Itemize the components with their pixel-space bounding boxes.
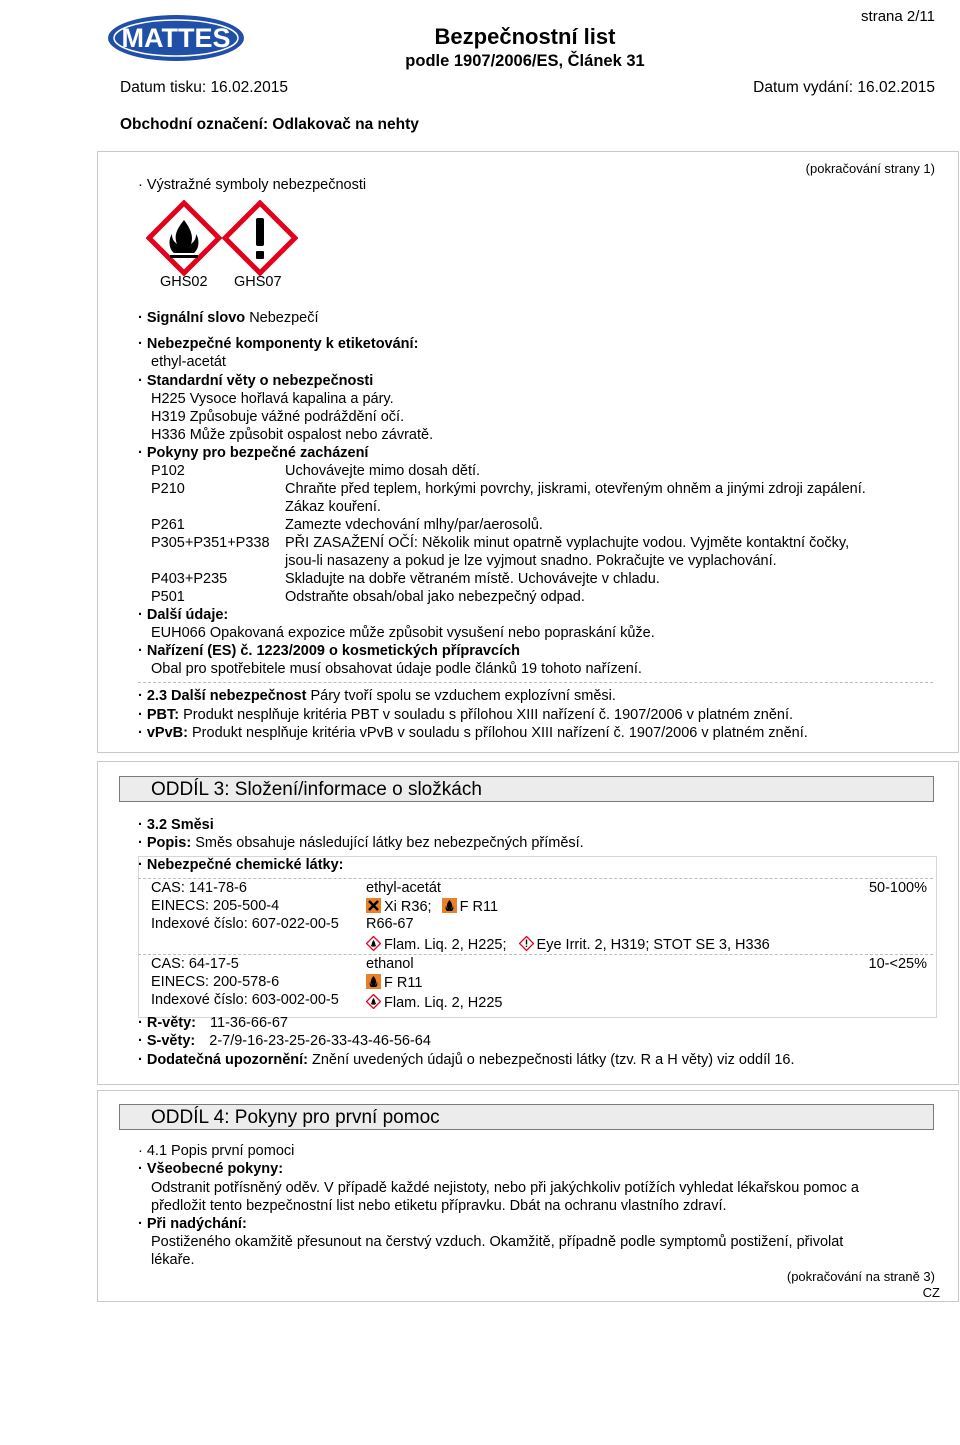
inhalation-label: · Při nadýchání: (138, 1216, 247, 1232)
pbt-label: · PBT: (138, 707, 180, 723)
first-aid-subheading: · 4.1 Popis první pomoci (138, 1143, 295, 1159)
flammable-icon (442, 898, 457, 913)
exclamation-pictogram-icon (222, 200, 298, 276)
general-info-text: Odstranit potřísněný oděv. V případě každé nejistoty, nebo při jakýchkoliv potížích vyhledat lékařskou pomoc a (151, 1180, 859, 1196)
r-sentences-row (138, 1015, 288, 1032)
other-info-value: EUH066 Opakovaná expozice může způsobit vysušení nebo popraskání kůže. (151, 625, 655, 641)
issue-date: Datum vydání: 16.02.2015 (753, 79, 935, 96)
einecs-number: EINECS: 200-578-6 (151, 974, 280, 990)
document-title: Bezpečnostní list (434, 24, 616, 49)
p-text: Uchovávejte mimo dosah dětí. (285, 463, 481, 479)
other-hazard-value: Páry tvoří spolu se vzduchem explozívní směsi. (310, 688, 616, 704)
s-sentences-label: · S-věty: (138, 1033, 196, 1049)
r-classification: F R11 (366, 974, 422, 992)
continued-from: (pokračování strany 1) (805, 161, 935, 176)
p-text: Zamezte vdechování mlhy/par/aerosolů. (285, 517, 543, 533)
ghs02-label: GHS02 (160, 274, 208, 290)
inhalation-text: Postiženého okamžitě přesunout na čerstvý vzduch. Okamžitě, případně podle symptomů postižení, přivolat (151, 1234, 844, 1250)
h-statement: H225 Vysoce hořlavá kapalina a páry. (151, 391, 394, 407)
p-text: PŘI ZASAŽENÍ OČÍ: Několik minut opatrně vyplachujte vodou. Vyjměte kontaktní čočky, (285, 535, 850, 551)
hazard-symbols-label: · Výstražné symboly nebezpečnosti (138, 177, 367, 193)
signal-word: Nebezpečí (249, 310, 319, 326)
divider (138, 682, 933, 683)
p-code: P210 (151, 481, 185, 497)
inhalation-text: lékaře. (151, 1252, 195, 1268)
pbt-value: Produkt nesplňuje kritéria PBT v souladu s přílohou XIII nařízení č. 1907/2006 v platném znění. (183, 707, 794, 723)
h-statements-label: · Standardní věty o nebezpečnosti (138, 373, 374, 389)
p-text: jsou-li nasazeny a pokud je lze vyjmout snadno. Pokračujte ve vyplachování. (285, 553, 777, 569)
concentration: 10-<25% (868, 956, 927, 972)
r-classification: Xi R36; F R11 (366, 898, 498, 916)
mattes-logo (106, 13, 246, 63)
additional-info-row (138, 1052, 795, 1069)
s-sentences-row (138, 1033, 431, 1050)
substance-name: ethyl-acetát (366, 880, 441, 896)
flammable-icon (366, 974, 381, 989)
p-text: Odstraňte obsah/obal jako nebezpečný odpad. (285, 589, 585, 605)
h-statement: H319 Způsobuje vážné podráždění očí. (151, 409, 405, 425)
vpvb-value: Produkt nesplňuje kritéria vPvB v souladu s přílohou XIII nařízení č. 1907/2006 v platném znění. (192, 725, 808, 741)
other-hazard-row (138, 688, 616, 705)
vpvb-row (138, 725, 808, 742)
table-divider (138, 878, 933, 879)
other-hazard-label: · 2.3 Další nebezpečnost (138, 688, 307, 704)
print-date: Datum tisku: 16.02.2015 (120, 79, 289, 96)
harmful-x-icon (366, 898, 381, 913)
clp-classification: Flam. Liq. 2, H225; Eye Irrit. 2, H319; STOT SE 3, H336 (366, 936, 770, 954)
index-number: Indexové číslo: 603-002-00-5 (151, 992, 339, 1008)
components-value: ethyl-acetát (151, 354, 226, 370)
continued-to: (pokračování na straně 3) (786, 1269, 935, 1284)
p-text: Zákaz kouření. (285, 499, 381, 515)
description-value: Směs obsahuje následující látky bez nebezpečných příměsí. (195, 835, 584, 851)
cas-number: CAS: 141-78-6 (151, 880, 247, 896)
r-sentences-label: · R-věty: (138, 1015, 197, 1031)
substance-name: ethanol (366, 956, 414, 972)
regulation-label: · Nařízení (ES) č. 1223/2009 o kosmetických přípravcích (138, 643, 521, 659)
p-code: P305+P351+P338 (151, 535, 270, 551)
p-text: Skladujte na dobře větraném místě. Uchovávejte v chladu. (285, 571, 660, 587)
p-code: P403+P235 (151, 571, 228, 587)
clp-classification: Flam. Liq. 2, H225 (366, 994, 502, 1012)
general-info-text: předložit tento bezpečnostní list nebo etiketu přípravku. Dbát na ochranu vlastního zdraví. (151, 1198, 727, 1214)
trade-name: Obchodní označení: Odlakovač na nehty (120, 116, 419, 133)
flame-diamond-icon (366, 936, 381, 951)
description-row (138, 835, 584, 852)
language-code: CZ (922, 1285, 940, 1300)
flame-pictogram-icon (146, 200, 222, 276)
additional-info-label: · Dodatečná upozornění: (138, 1052, 308, 1068)
signal-word-label: · Signální slovo (138, 310, 246, 326)
p-code: P102 (151, 463, 185, 479)
ghs07-label: GHS07 (234, 274, 282, 290)
mixtures-label: · 3.2 Směsi (138, 817, 214, 833)
signal-word-row (138, 310, 319, 327)
p-statements-label: · Pokyny pro bezpečné zacházení (138, 445, 369, 461)
cas-number: CAS: 64-17-5 (151, 956, 239, 972)
section4-heading: ODDÍL 4: Pokyny pro první pomoc (119, 1104, 934, 1130)
h-statement: H336 Může způsobit ospalost nebo závratě. (151, 427, 434, 443)
table-divider (138, 954, 933, 955)
einecs-number: EINECS: 205-500-4 (151, 898, 280, 914)
concentration: 50-100% (868, 880, 927, 896)
r-phrases: R66-67 (366, 916, 414, 932)
exclamation-diamond-icon (519, 936, 534, 951)
r-sentences-value: 11-36-66-67 (210, 1015, 288, 1031)
document-subtitle: podle 1907/2006/ES, Článek 31 (405, 52, 645, 70)
description-label: · Popis: (138, 835, 192, 851)
p-code: P501 (151, 589, 185, 605)
s-sentences-value: 2-7/9-16-23-25-26-33-43-46-56-64 (209, 1033, 431, 1049)
p-code: P261 (151, 517, 185, 533)
p-text: Chraňte před teplem, horkými povrchy, jiskrami, otevřeným ohněm a jinými zdroji zapálení. (285, 481, 866, 497)
vpvb-label: · vPvB: (138, 725, 188, 741)
flame-diamond-icon (366, 994, 381, 1009)
additional-info-value: Znění uvedených údajů o nebezpečnosti látky (tzv. R a H věty) viz oddíl 16. (312, 1052, 795, 1068)
other-info-label: · Další údaje: (138, 607, 229, 623)
index-number: Indexové číslo: 607-022-00-5 (151, 916, 339, 932)
section3-heading: ODDÍL 3: Složení/informace o složkách (119, 776, 934, 802)
pbt-row (138, 707, 793, 724)
regulation-value: Obal pro spotřebitele musí obsahovat údaje podle článků 19 tohoto nařízení. (151, 661, 642, 677)
components-label: · Nebezpečné komponenty k etiketování: (138, 336, 419, 352)
general-info-label: · Všeobecné pokyny: (138, 1161, 284, 1177)
page-number: strana 2/11 (861, 8, 935, 25)
svg-text:MATTES: MATTES (121, 23, 231, 53)
substances-label: · Nebezpečné chemické látky: (138, 857, 344, 873)
